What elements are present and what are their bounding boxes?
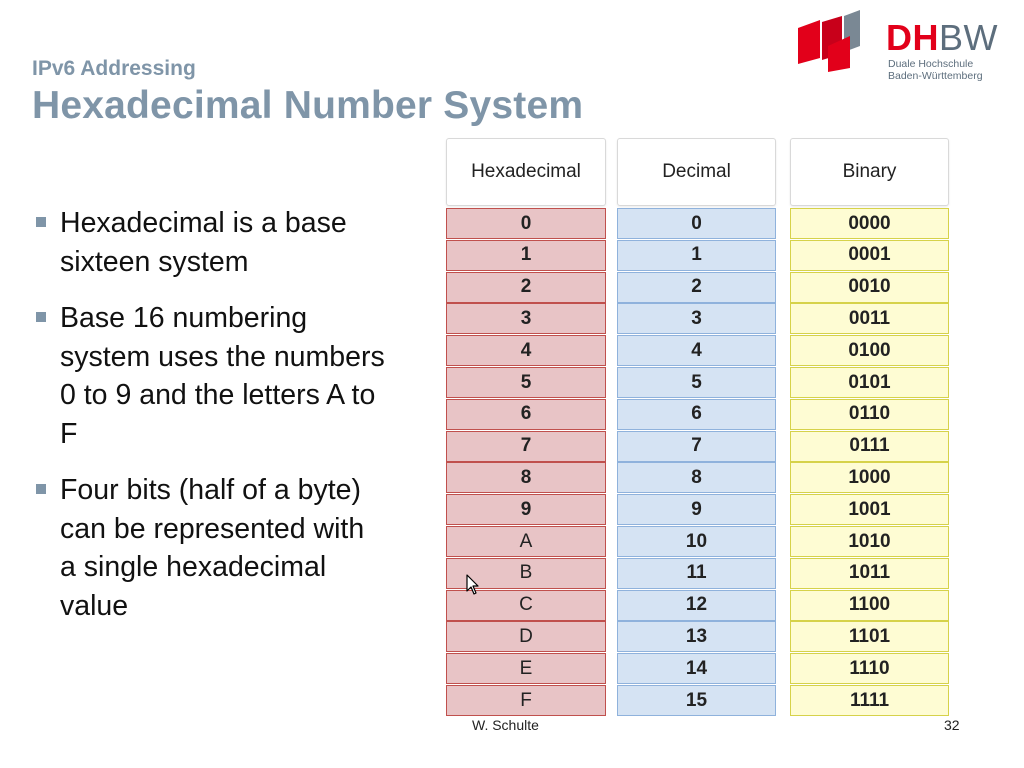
binary-cell: 1100	[790, 590, 949, 621]
binary-cell: 0000	[790, 208, 949, 239]
bullet-item: Hexadecimal is a base sixteen system	[36, 204, 386, 281]
hex-cell: 5	[446, 367, 606, 398]
binary-cell: 1000	[790, 462, 949, 493]
dhbw-logo	[798, 6, 1018, 86]
decimal-cell: 6	[617, 399, 776, 430]
hex-cell: 6	[446, 399, 606, 430]
bullet-item: Four bits (half of a byte) can be represented with a single hexadecimal value	[36, 471, 386, 625]
dhbw-logo-subtext: Duale Hochschule Baden-Württemberg	[888, 58, 983, 82]
binary-cell: 0110	[790, 399, 949, 430]
decimal-cell: 10	[617, 526, 776, 557]
binary-cell: 0100	[790, 335, 949, 366]
decimal-cell: 15	[617, 685, 776, 716]
decimal-cell: 9	[617, 494, 776, 525]
bullet-square-icon	[36, 312, 46, 322]
decimal-cell: 8	[617, 462, 776, 493]
binary-cell: 1110	[790, 653, 949, 684]
slide-subtitle: IPv6 Addressing	[32, 57, 196, 80]
bullet-item: Base 16 numbering system uses the numbers 0 to 9 and the letters A to F	[36, 299, 386, 453]
hex-cell: 7	[446, 431, 606, 462]
decimal-cell: 14	[617, 653, 776, 684]
footer-author: W. Schulte	[472, 717, 539, 733]
hex-cell: D	[446, 621, 606, 652]
dhbw-logo-mark-icon	[798, 6, 878, 76]
hex-cell: 9	[446, 494, 606, 525]
hex-cell: 3	[446, 303, 606, 334]
binary-cell: 0001	[790, 240, 949, 271]
bullet-square-icon	[36, 217, 46, 227]
dhbw-logo-wordmark: DHBW	[886, 17, 998, 58]
bullet-square-icon	[36, 484, 46, 494]
binary-cell: 1011	[790, 558, 949, 589]
hex-cell: 8	[446, 462, 606, 493]
binary-cell: 1010	[790, 526, 949, 557]
binary-cell: 0010	[790, 272, 949, 303]
hex-cell: C	[446, 590, 606, 621]
hex-cell: 4	[446, 335, 606, 366]
decimal-cell: 4	[617, 335, 776, 366]
hex-cell: 2	[446, 272, 606, 303]
slide-title: Hexadecimal Number System	[32, 84, 584, 127]
decimal-cell: 11	[617, 558, 776, 589]
decimal-cell: 7	[617, 431, 776, 462]
hex-cell: F	[446, 685, 606, 716]
decimal-cell: 12	[617, 590, 776, 621]
hexadecimal-header: Hexadecimal	[446, 138, 606, 206]
hex-cell: 1	[446, 240, 606, 271]
decimal-cell: 13	[617, 621, 776, 652]
decimal-cell: 5	[617, 367, 776, 398]
hex-cell: A	[446, 526, 606, 557]
decimal-cell: 1	[617, 240, 776, 271]
binary-cell: 1001	[790, 494, 949, 525]
binary-cell: 1101	[790, 621, 949, 652]
binary-cell: 0111	[790, 431, 949, 462]
binary-cell: 0011	[790, 303, 949, 334]
decimal-cell: 0	[617, 208, 776, 239]
decimal-header: Decimal	[617, 138, 776, 206]
mouse-pointer-icon	[466, 574, 480, 596]
binary-header: Binary	[790, 138, 949, 206]
bullet-list	[36, 204, 386, 643]
binary-cell: 0101	[790, 367, 949, 398]
hex-cell: 0	[446, 208, 606, 239]
decimal-cell: 2	[617, 272, 776, 303]
binary-cell: 1111	[790, 685, 949, 716]
page-number: 32	[944, 717, 960, 733]
decimal-cell: 3	[617, 303, 776, 334]
hex-cell: B	[446, 558, 606, 589]
hex-cell: E	[446, 653, 606, 684]
